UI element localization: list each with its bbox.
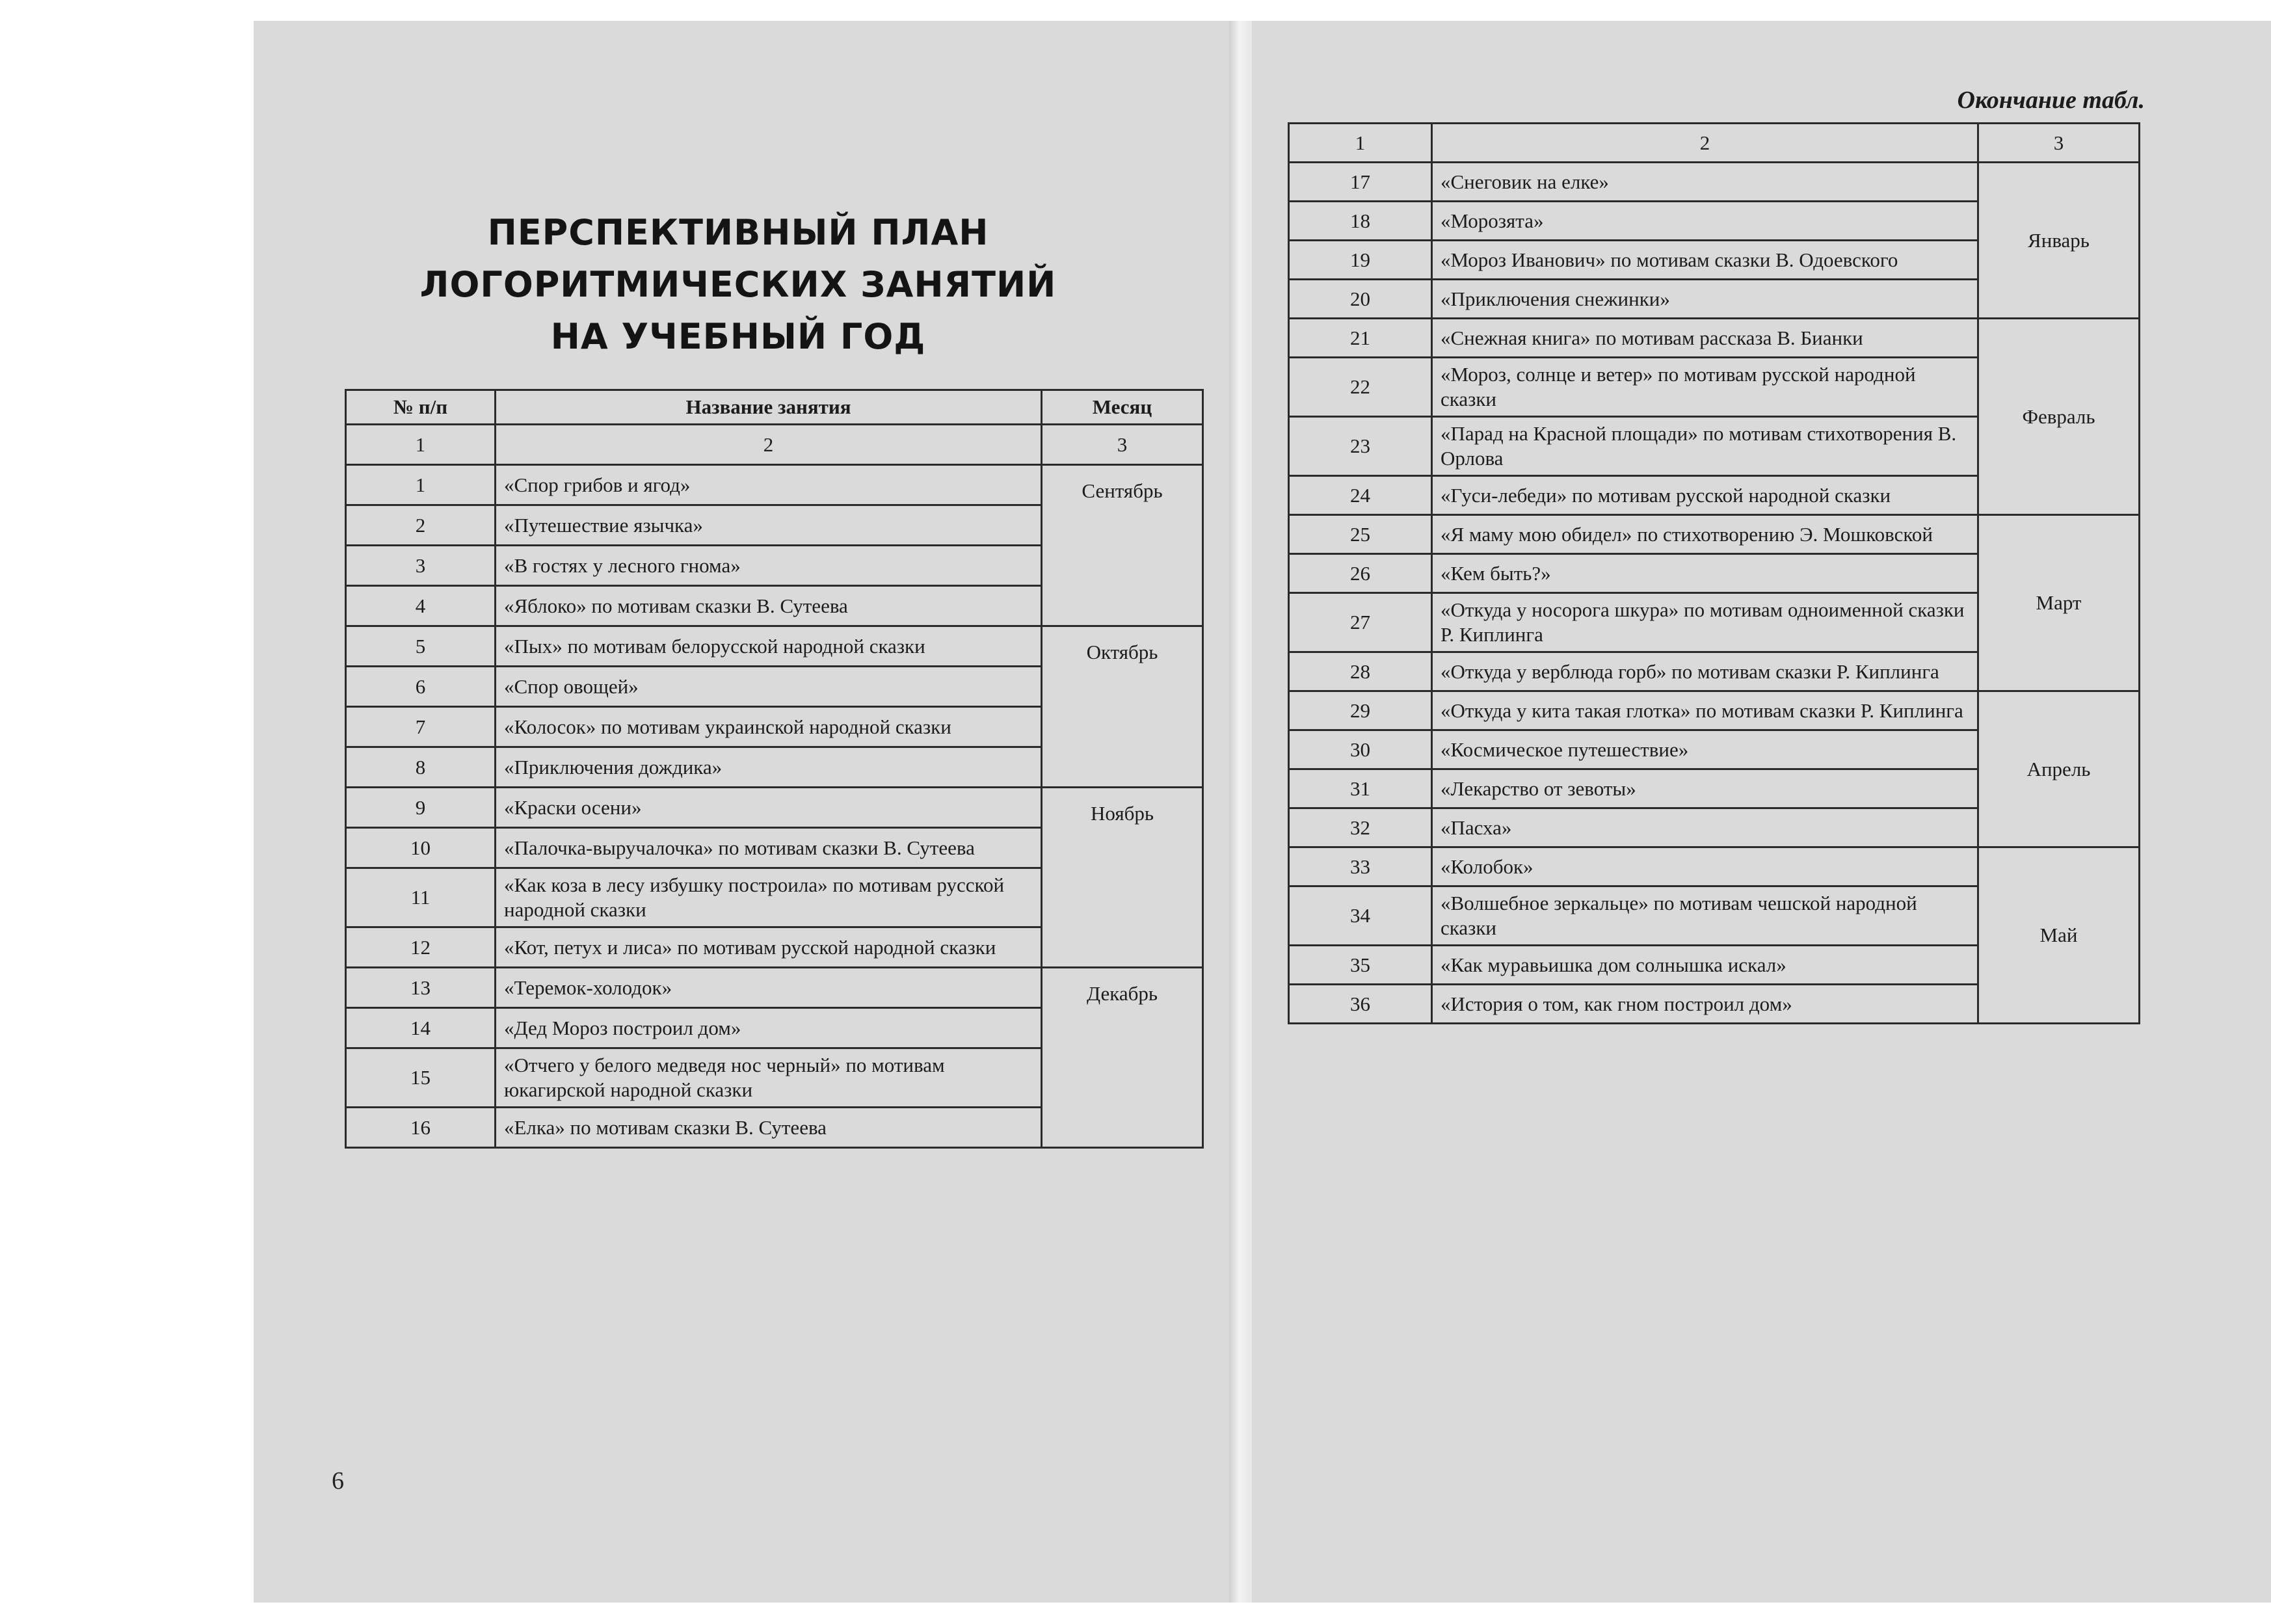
lesson-name: «Откуда у носорога шкура» по мотивам одноименной сказки Р. Киплинга: [1432, 593, 1978, 652]
lesson-name: «Мороз Иванович» по мотивам сказки В. Одоевского: [1432, 241, 1978, 280]
lesson-name: «Краски осени»: [496, 788, 1042, 828]
lesson-number: 7: [346, 707, 496, 747]
lesson-name: «Путешествие язычка»: [496, 505, 1042, 546]
lesson-number: 20: [1289, 280, 1432, 319]
lesson-number: 4: [346, 586, 496, 626]
lesson-name: «Лекарство от зевоты»: [1432, 769, 1978, 808]
title-line: ЛОГОРИТМИЧЕСКИХ ЗАНЯТИЙ: [419, 264, 1057, 305]
lesson-name: «Откуда у верблюда горб» по мотивам сказки Р. Киплинга: [1432, 652, 1978, 691]
column-number: 2: [1432, 124, 1978, 163]
lesson-name: «Спор грибов и ягод»: [496, 465, 1042, 505]
lesson-number: 25: [1289, 515, 1432, 554]
table-row: [1289, 163, 2140, 202]
lesson-number: 8: [346, 747, 496, 788]
lesson-name: «Яблоко» по мотивам сказки В. Сутеева: [496, 586, 1042, 626]
lesson-number: 9: [346, 788, 496, 828]
lesson-name: «Кот, петух и лиса» по мотивам русской народной сказки: [496, 927, 1042, 968]
month-cell: Сентябрь: [1042, 465, 1203, 626]
page-title: [338, 207, 1138, 363]
month-cell: Январь: [1978, 163, 2140, 319]
lesson-number: 31: [1289, 769, 1432, 808]
lesson-number: 32: [1289, 808, 1432, 847]
title-line: НА УЧЕБНЫЙ ГОД: [550, 316, 926, 357]
lesson-name: «Приключения снежинки»: [1432, 280, 1978, 319]
lesson-name: «Приключения дождика»: [496, 747, 1042, 788]
lesson-name: «Гуси-лебеди» по мотивам русской народной сказки: [1432, 476, 1978, 515]
header-month: Месяц: [1042, 390, 1203, 425]
lesson-number: 26: [1289, 554, 1432, 593]
lesson-name: «Отчего у белого медведя нос черный» по мотивам юкагирской народной сказки: [496, 1048, 1042, 1108]
column-number: 1: [1289, 124, 1432, 163]
plan-table-left: [345, 389, 1204, 1149]
table-row: [346, 626, 1203, 667]
lesson-name: «Волшебное зеркальце» по мотивам чешской народной сказки: [1432, 886, 1978, 946]
lesson-number: 16: [346, 1108, 496, 1148]
lesson-number: 12: [346, 927, 496, 968]
lesson-number: 6: [346, 667, 496, 707]
table-body-right: [1289, 124, 2140, 1024]
lesson-number: 35: [1289, 946, 1432, 985]
lesson-number: 1: [346, 465, 496, 505]
lesson-name: «Снежная книга» по мотивам рассказа В. Бианки: [1432, 319, 1978, 358]
lesson-name: «Парад на Красной площади» по мотивам стихотворения В. Орлова: [1432, 417, 1978, 476]
table-row: [346, 465, 1203, 505]
lesson-number: 27: [1289, 593, 1432, 652]
lesson-number: 2: [346, 505, 496, 546]
lesson-number: 19: [1289, 241, 1432, 280]
month-cell: Декабрь: [1042, 968, 1203, 1148]
header-name: Название занятия: [496, 390, 1042, 425]
lesson-number: 3: [346, 546, 496, 586]
table-row: [346, 788, 1203, 828]
lesson-number: 29: [1289, 691, 1432, 730]
continuation-label: Окончание табл.: [1957, 87, 2145, 114]
lesson-name: «Откуда у кита такая глотка» по мотивам сказки Р. Киплинга: [1432, 691, 1978, 730]
lesson-number: 11: [346, 868, 496, 927]
lesson-name: «История о том, как гном построил дом»: [1432, 985, 1978, 1024]
lesson-number: 13: [346, 968, 496, 1008]
month-cell: Март: [1978, 515, 2140, 691]
lesson-number: 30: [1289, 730, 1432, 769]
lesson-name: «Космическое путешествие»: [1432, 730, 1978, 769]
lesson-name: «Пасха»: [1432, 808, 1978, 847]
lesson-name: «Палочка-выручалочка» по мотивам сказки В. Сутеева: [496, 828, 1042, 868]
lesson-name: «Как муравьишка дом солнышка искал»: [1432, 946, 1978, 985]
month-cell: Октябрь: [1042, 626, 1203, 788]
lesson-name: «Дед Мороз построил дом»: [496, 1008, 1042, 1048]
lesson-name: «Спор овощей»: [496, 667, 1042, 707]
column-number-row: [1289, 124, 2140, 163]
table-body-left: [346, 425, 1203, 1148]
lesson-name: «Колобок»: [1432, 847, 1978, 886]
table-header-row: [346, 390, 1203, 425]
lesson-name: «Теремок-холодок»: [496, 968, 1042, 1008]
lesson-number: 14: [346, 1008, 496, 1048]
lesson-name: «Снеговик на елке»: [1432, 163, 1978, 202]
month-cell: Февраль: [1978, 319, 2140, 515]
header-num: № п/п: [346, 390, 496, 425]
lesson-number: 24: [1289, 476, 1432, 515]
lesson-number: 18: [1289, 202, 1432, 241]
table-row: [1289, 319, 2140, 358]
month-cell: Май: [1978, 847, 2140, 1024]
month-cell: Ноябрь: [1042, 788, 1203, 968]
plan-table-right: [1288, 122, 2140, 1024]
table-row: [1289, 847, 2140, 886]
title-line: ПЕРСПЕКТИВНЫЙ ПЛАН: [487, 212, 989, 253]
column-number-row: [346, 425, 1203, 465]
lesson-name: «Колосок» по мотивам украинской народной сказки: [496, 707, 1042, 747]
lesson-number: 22: [1289, 358, 1432, 417]
lesson-number: 33: [1289, 847, 1432, 886]
lesson-name: «Я маму мою обидел» по стихотворению Э. Мошковской: [1432, 515, 1978, 554]
column-number: 3: [1042, 425, 1203, 465]
lesson-number: 34: [1289, 886, 1432, 946]
lesson-name: «Елка» по мотивам сказки В. Сутеева: [496, 1108, 1042, 1148]
lesson-number: 17: [1289, 163, 1432, 202]
lesson-number: 10: [346, 828, 496, 868]
lesson-name: «В гостях у лесного гнома»: [496, 546, 1042, 586]
lesson-name: «Пых» по мотивам белорусской народной сказки: [496, 626, 1042, 667]
lesson-name: «Кем быть?»: [1432, 554, 1978, 593]
book-gutter: [1229, 21, 1252, 1603]
lesson-number: 21: [1289, 319, 1432, 358]
table-row: [346, 968, 1203, 1008]
column-number: 2: [496, 425, 1042, 465]
lesson-name: «Мороз, солнце и ветер» по мотивам русской народной сказки: [1432, 358, 1978, 417]
column-number: 3: [1978, 124, 2140, 163]
table-row: [1289, 515, 2140, 554]
column-number: 1: [346, 425, 496, 465]
page-number: 6: [332, 1467, 344, 1495]
lesson-name: «Морозята»: [1432, 202, 1978, 241]
lesson-name: «Как коза в лесу избушку построила» по мотивам русской народной сказки: [496, 868, 1042, 927]
month-cell: Апрель: [1978, 691, 2140, 847]
lesson-number: 28: [1289, 652, 1432, 691]
lesson-number: 36: [1289, 985, 1432, 1024]
lesson-number: 15: [346, 1048, 496, 1108]
lesson-number: 23: [1289, 417, 1432, 476]
lesson-number: 5: [346, 626, 496, 667]
table-row: [1289, 691, 2140, 730]
